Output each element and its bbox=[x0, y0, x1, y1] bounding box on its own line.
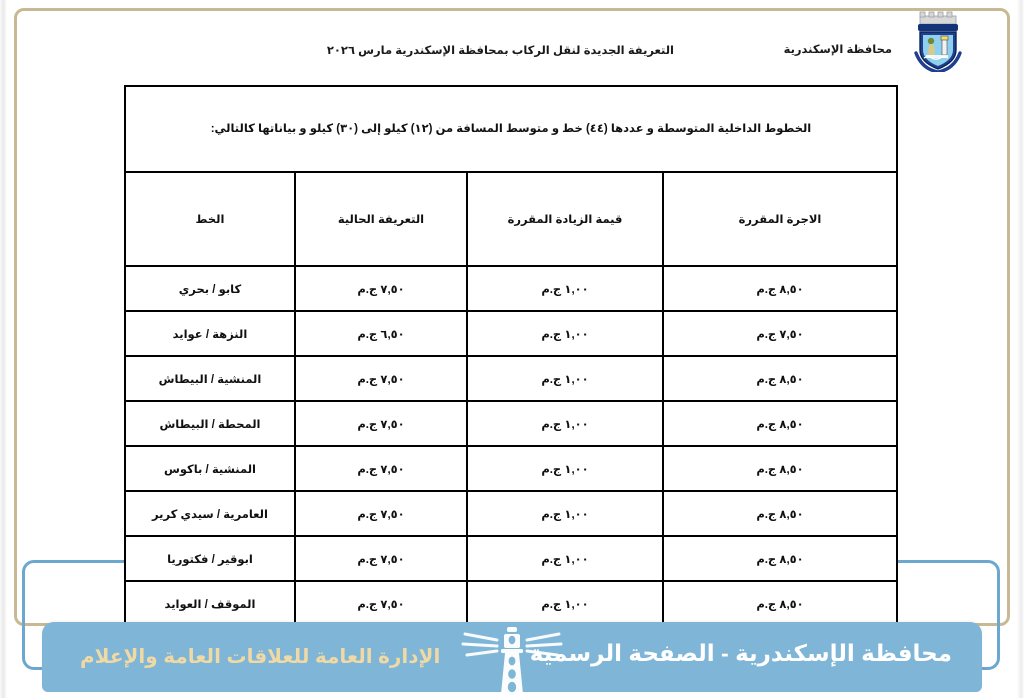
table-row bbox=[125, 491, 897, 536]
cell-current: ٧,٥٠ ج.م bbox=[295, 266, 467, 311]
table-caption: الخطوط الداخلية المتوسطة و عددها (٤٤) خط و متوسط المسافة من (١٢) كيلو إلى (٣٠) كيلو و بياناتها كالتالي: bbox=[125, 86, 897, 172]
official-page-label: محافظة الإسكندرية - الصفحة الرسمية bbox=[529, 640, 952, 666]
cell-increase: ١,٠٠ ج.م bbox=[467, 446, 663, 491]
column-header-current: التعريفة الحالية bbox=[295, 172, 467, 266]
cell-current: ٧,٥٠ ج.م bbox=[295, 356, 467, 401]
cell-fare: ٨,٥٠ ج.م bbox=[663, 446, 897, 491]
page-edge-left bbox=[0, 0, 7, 698]
cell-current: ٧,٥٠ ج.م bbox=[295, 536, 467, 581]
table-row bbox=[125, 401, 897, 446]
cell-increase: ١,٠٠ ج.م bbox=[467, 491, 663, 536]
cell-fare: ٨,٥٠ ج.م bbox=[663, 581, 897, 626]
cell-increase: ١,٠٠ ج.م bbox=[467, 536, 663, 581]
table-row bbox=[125, 581, 897, 626]
footer-banner bbox=[42, 622, 982, 692]
cell-route: المنشية / البيطاش bbox=[125, 356, 295, 401]
governorate-name: محافظة الإسكندرية bbox=[783, 44, 892, 56]
tariff-table-body bbox=[125, 86, 897, 626]
table-header-row bbox=[125, 172, 897, 266]
cell-current: ٧,٥٠ ج.م bbox=[295, 446, 467, 491]
cell-route: العامرية / سيدي كرير bbox=[125, 491, 295, 536]
cell-current: ٦,٥٠ ج.م bbox=[295, 311, 467, 356]
document-header bbox=[40, 30, 984, 82]
table-row bbox=[125, 446, 897, 491]
cell-route: المحطة / البيطاش bbox=[125, 401, 295, 446]
cell-route: المنشية / باكوس bbox=[125, 446, 295, 491]
cell-fare: ٨,٥٠ ج.م bbox=[663, 356, 897, 401]
table-row bbox=[125, 311, 897, 356]
cell-route: كابو / بحري bbox=[125, 266, 295, 311]
cell-increase: ١,٠٠ ج.م bbox=[467, 266, 663, 311]
cell-fare: ٨,٥٠ ج.م bbox=[663, 266, 897, 311]
lighthouse-logo-icon bbox=[453, 624, 571, 692]
cell-route: ابوقير / فكتوريا bbox=[125, 536, 295, 581]
table-row bbox=[125, 356, 897, 401]
cell-route: النزهة / عوايد bbox=[125, 311, 295, 356]
column-header-fare: الاجرة المقررة bbox=[663, 172, 897, 266]
cell-current: ٧,٥٠ ج.م bbox=[295, 491, 467, 536]
table-row bbox=[125, 266, 897, 311]
cell-increase: ١,٠٠ ج.م bbox=[467, 311, 663, 356]
page-edge-right bbox=[1017, 0, 1024, 698]
public-relations-department-label: الإدارة العامة للعلاقات العامة والإعلام bbox=[80, 646, 441, 668]
cell-fare: ٨,٥٠ ج.م bbox=[663, 536, 897, 581]
cell-current: ٧,٥٠ ج.م bbox=[295, 581, 467, 626]
cell-increase: ١,٠٠ ج.م bbox=[467, 356, 663, 401]
page-title: التعريفة الجديدة لنقل الركاب بمحافظة الإسكندرية مارس ٢٠٢٦ bbox=[326, 45, 674, 57]
cell-fare: ٨,٥٠ ج.م bbox=[663, 401, 897, 446]
cell-fare: ٧,٥٠ ج.م bbox=[663, 311, 897, 356]
cell-current: ٧,٥٠ ج.م bbox=[295, 401, 467, 446]
cell-route: الموقف / العوايد bbox=[125, 581, 295, 626]
tariff-table bbox=[124, 85, 898, 627]
column-header-route: الخط bbox=[125, 172, 295, 266]
cell-increase: ١,٠٠ ج.م bbox=[467, 401, 663, 446]
cell-fare: ٨,٥٠ ج.م bbox=[663, 491, 897, 536]
cell-increase: ١,٠٠ ج.م bbox=[467, 581, 663, 626]
table-row bbox=[125, 536, 897, 581]
alexandria-governorate-emblem-icon bbox=[906, 8, 970, 72]
column-header-increase: قيمة الزيادة المقررة bbox=[467, 172, 663, 266]
table-caption-row bbox=[125, 86, 897, 172]
